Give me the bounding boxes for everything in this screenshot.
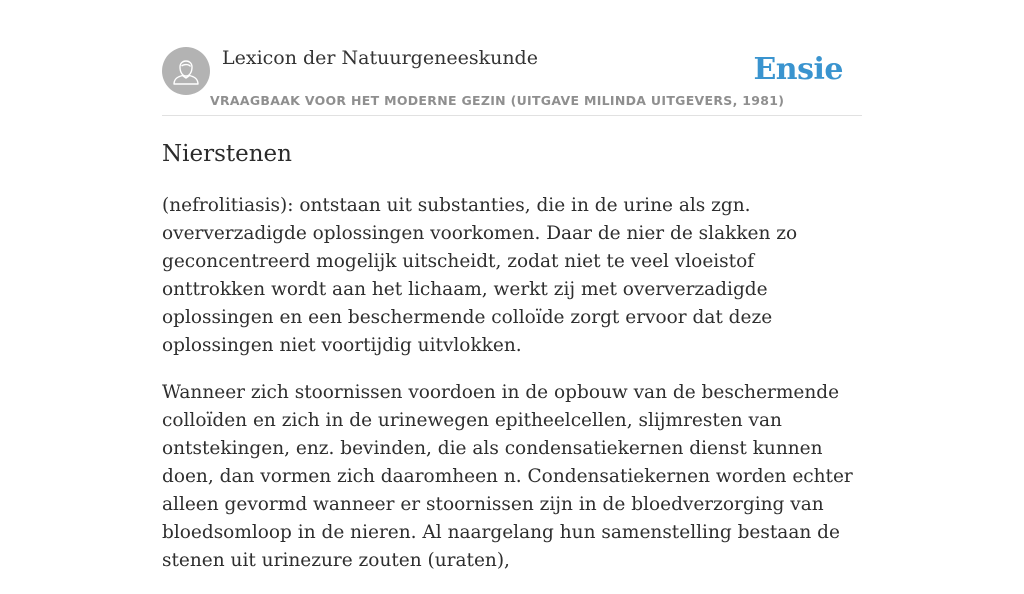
book-title-link[interactable]: Lexicon der Natuurgeneeskunde <box>222 47 538 69</box>
book-header <box>162 46 862 116</box>
entry-paragraph: Wanneer zich stoornissen voordoen in de opbouw van de beschermende colloïden en zich in de urinewegen epitheelcellen, slijmresten van ontstekingen, enz. bevinden, die als condensatiekernen dienst kunnen doen, dan vormen zich daaromheen n. Condensatiekernen worden echter alleen gevormd wanneer er stoornissen zijn in de bloedverzorging van bloedsomloop in de nieren. Al naargelang hun samenstelling bestaan de stenen uit urinezure zouten (uraten), <box>162 382 853 571</box>
entry-title: Nierstenen <box>162 141 292 167</box>
book-subtitle: VRAAGBAAK VOOR HET MODERNE GEZIN (UITGAVE MILINDA UITGEVERS, 1981) <box>210 93 785 108</box>
user-placeholder-icon[interactable] <box>162 47 210 95</box>
entry-paragraph: (nefrolitiasis): ontstaan uit substanties, die in de urine als zgn. oververzadigde oplossingen voorkomen. Daar de nier de slakken zo geconcentreerd mogelijk uitscheidt, zodat niet te veel vloeistof onttrokken wordt aan het lichaam, werkt zij met oververzadigde oplossingen en een beschermende colloïde zorgt ervoor dat deze oplossingen niet voortijdig uitvlokken. <box>162 195 798 356</box>
entry-content <box>162 192 862 594</box>
ensie-logo[interactable]: Ensie <box>753 52 843 87</box>
